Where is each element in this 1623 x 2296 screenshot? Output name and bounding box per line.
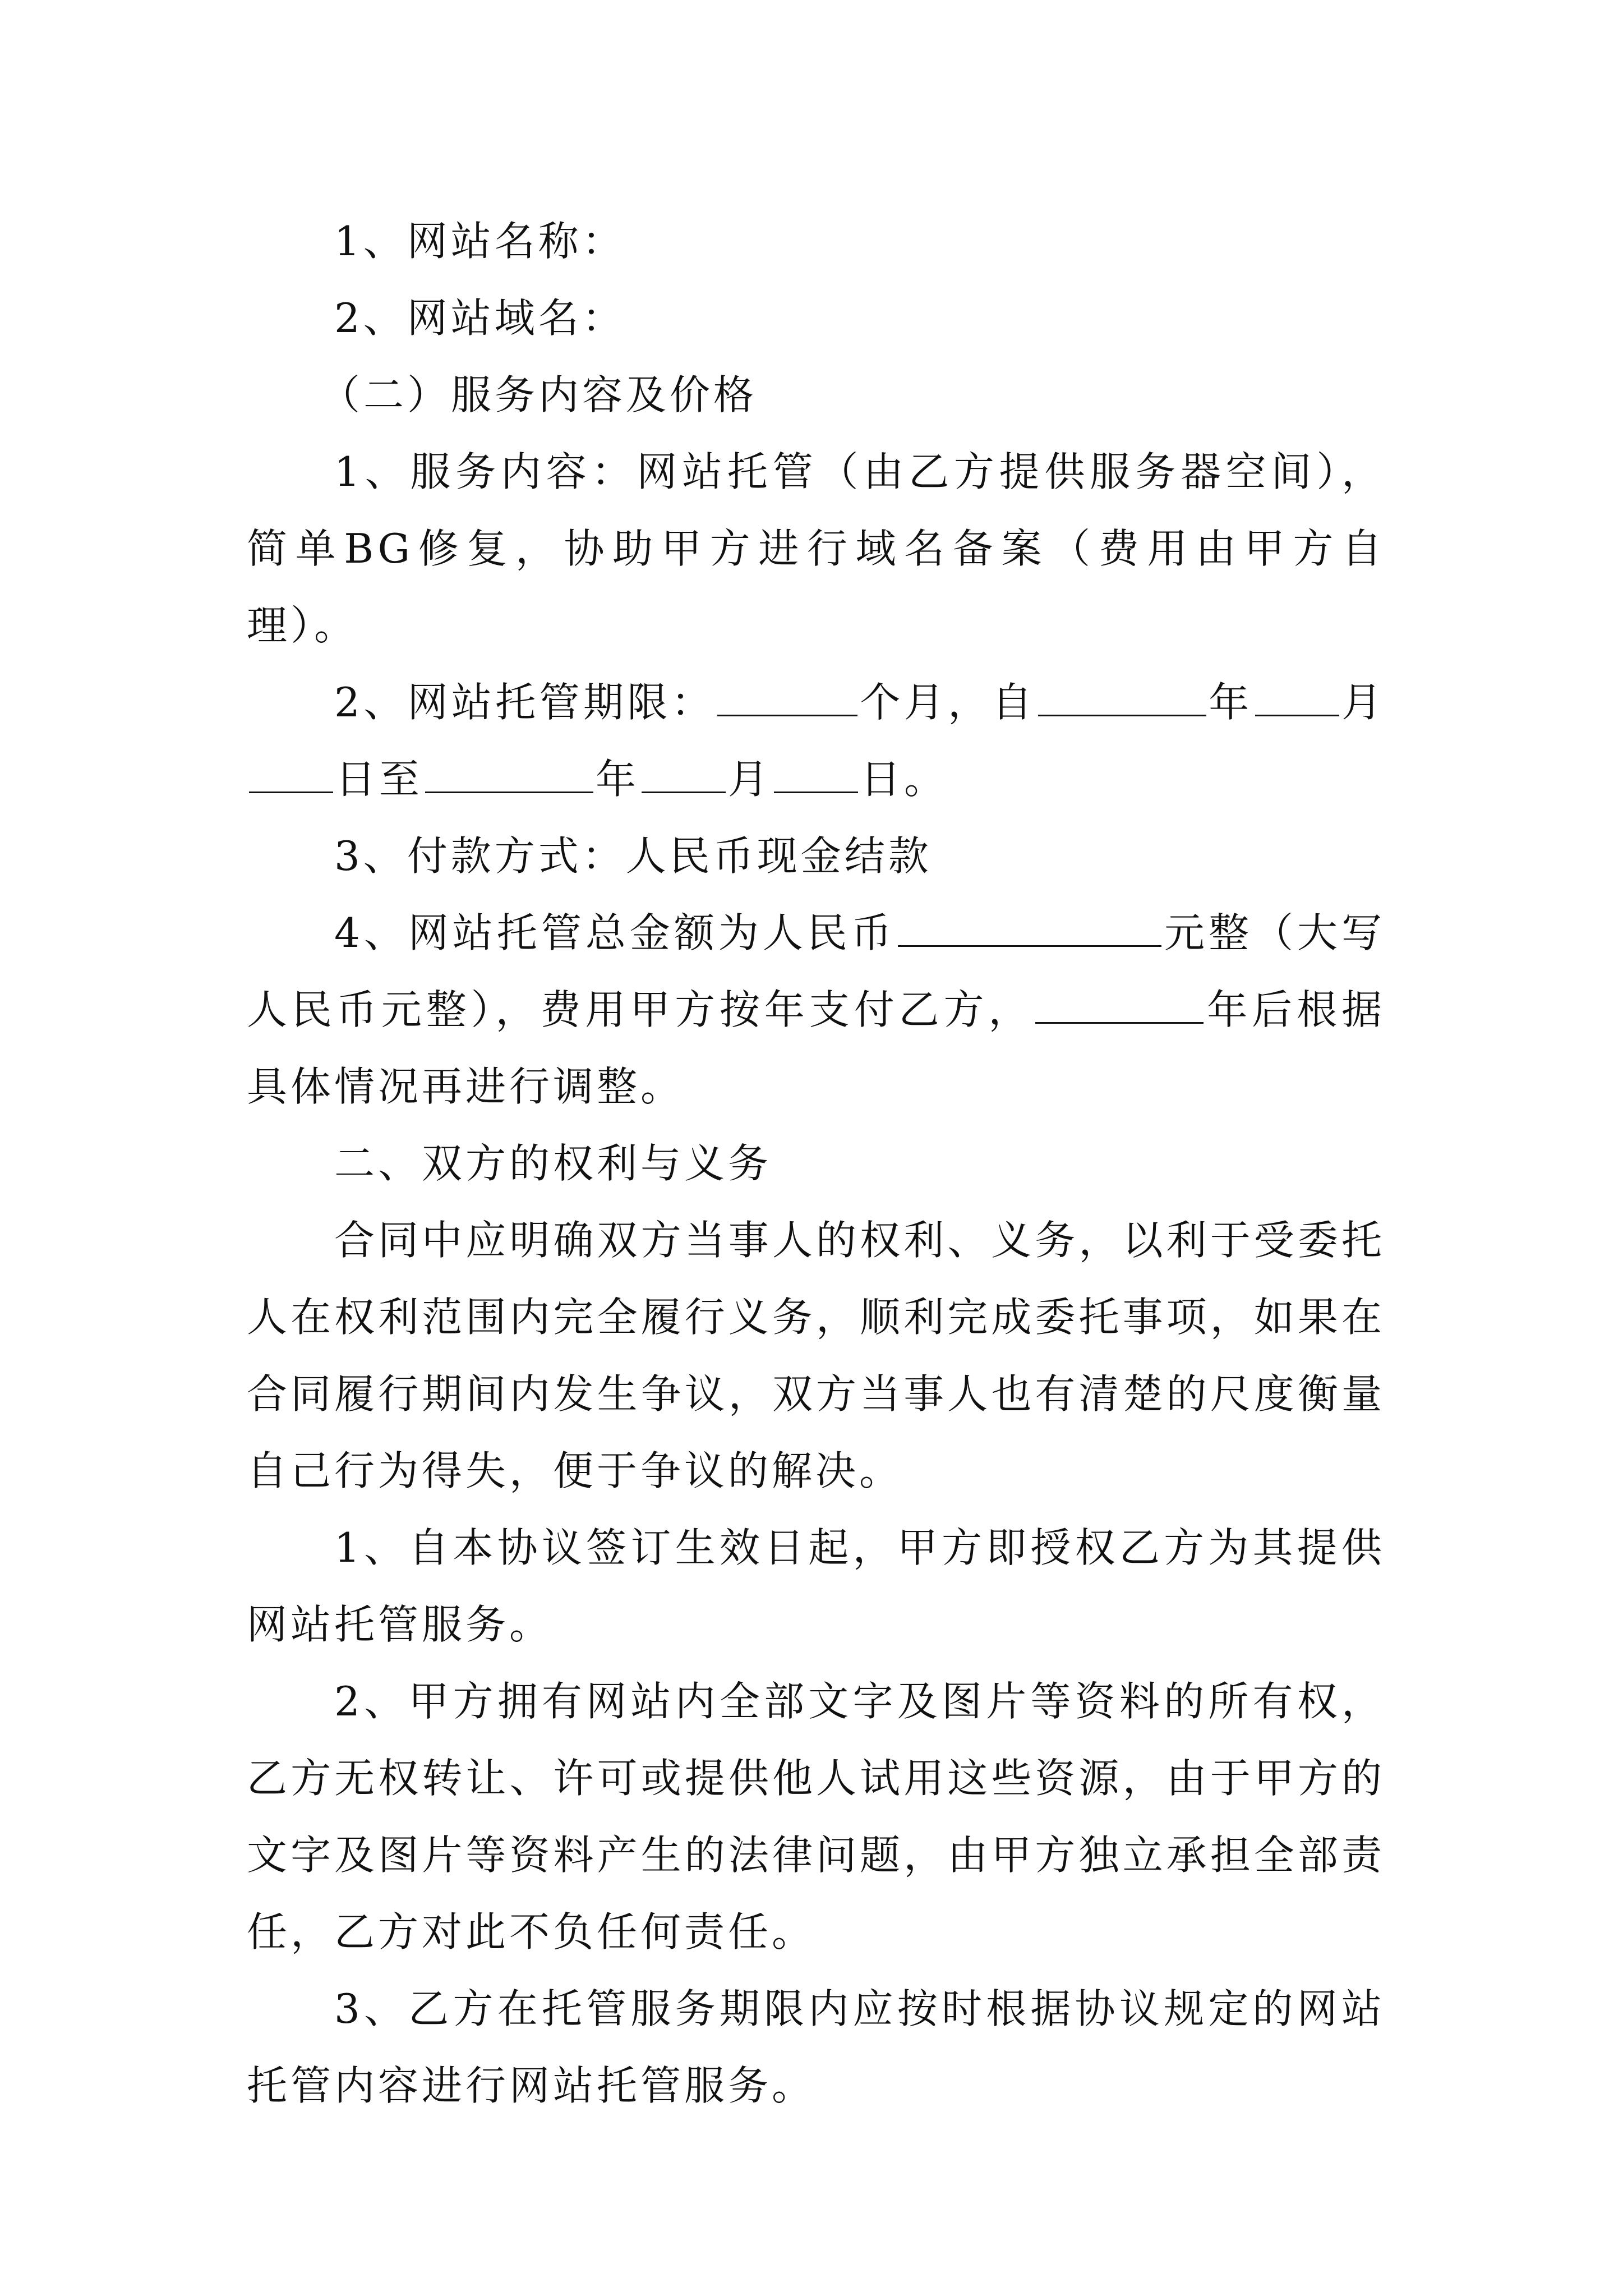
total-paragraph [247,895,1385,1125]
site-name-label: 1、网站名称： [334,218,626,265]
start-month-blank [1255,680,1339,716]
end-day-blank [774,757,858,793]
total-middle: 元整（大写人民币元整），费用甲方按年支付乙方， [247,909,1385,1033]
term-month1: 月 [1341,679,1385,726]
term-day1: 日至 [335,756,423,803]
section-heading-service [247,357,1385,434]
site-domain-label: 2、网站域名： [334,295,626,342]
term-months-unit: 个月，自 [860,679,1036,726]
clause-1-text: 1、自本协议签订生效日起，甲方即授权乙方为其提供网站托管服务。 [247,1524,1385,1648]
clause-3-paragraph [247,1971,1385,2124]
site-name-line [247,203,1385,280]
rights-intro-text: 合同中应明确双方当事人的权利、义务，以利于受委托人在权利范围内完全履行义务，顺利完成委托事项，如果在合同履行期间内发生争议，双方当事人也有清楚的尺度衡量自己行为得失，便于争议的解决。 [247,1217,1385,1494]
term-year1: 年 [1208,679,1253,726]
start-day-blank [249,757,333,793]
service-content-paragraph [247,434,1385,664]
document-body [247,203,1385,2124]
end-month-blank [642,757,726,793]
years-blank [1035,987,1204,1024]
clause-1-paragraph [247,1510,1385,1663]
total-prefix: 4、网站托管总金额为人民币 [334,909,896,956]
payment-line [247,818,1385,895]
total-suffix: 年后根据具体情况再进行调整。 [247,986,1385,1110]
section-heading-service-text: （二）服务内容及价格 [320,371,758,418]
site-domain-line [247,280,1385,357]
section-heading-rights [247,1125,1385,1202]
term-prefix: 2、网站托管期限： [334,679,716,726]
term-month2: 月 [728,756,772,803]
section-heading-rights-text: 二、双方的权利与义务 [334,1140,772,1187]
clause-3-text: 3、乙方在托管服务期限内应按时根据协议规定的网站托管内容进行网站托管服务。 [247,1985,1385,2109]
clause-2-paragraph [247,1663,1385,1971]
clause-2-text: 2、甲方拥有网站内全部文字及图片等资料的所有权，乙方无权转让、许可或提供他人试用这些资源，由于甲方的文字及图片等资料产生的法律问题，由甲方独立承担全部责任，乙方对此不负任何责任。 [247,1678,1385,1955]
term-day2: 日。 [860,756,948,803]
start-year-blank [1038,680,1206,716]
payment-text: 3、付款方式：人民币现金结款 [334,832,932,880]
end-year-blank [425,757,593,793]
term-year2: 年 [596,756,640,803]
rights-intro-paragraph [247,1202,1385,1510]
service-content-text: 1、服务内容：网站托管（由乙方提供服务器空间），简单BG修复，协助甲方进行域名备案（费用由甲方自理）。 [247,448,1385,649]
term-paragraph [247,664,1385,818]
amount-blank [898,910,1161,947]
months-blank [717,680,857,716]
